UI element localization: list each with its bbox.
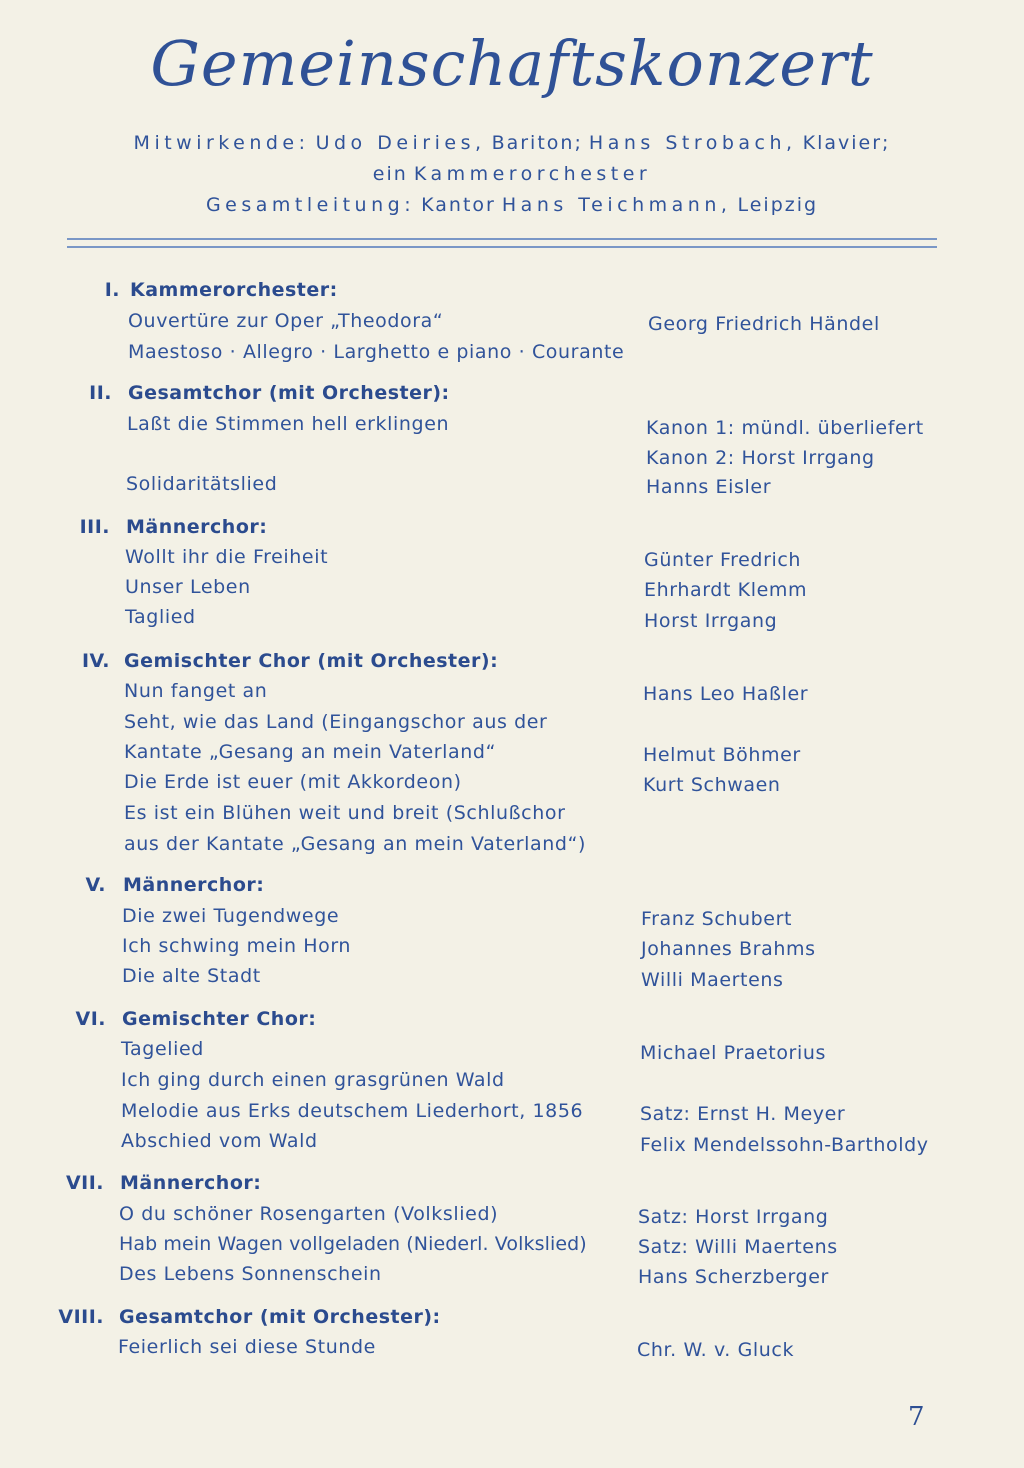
section-number: IV. xyxy=(81,650,110,672)
credits-line-1 xyxy=(0,128,1024,159)
section-title: Gemischter Chor: xyxy=(122,1008,317,1030)
composer-name: Satz: Ernst H. Meyer xyxy=(640,1103,846,1125)
work-title: O du schöner Rosengarten (Volkslied) xyxy=(119,1203,499,1225)
section-number: I. xyxy=(104,279,120,301)
section-title: Kammerorchester: xyxy=(130,279,338,301)
credits-name-deiries: Udo Deiries, xyxy=(315,132,486,154)
work-title: Melodie aus Erks deutschem Liederhort, 1856 xyxy=(121,1100,584,1122)
composer-name: Horst Irrgang xyxy=(644,610,778,632)
work-title: aus der Kantate „Gesang an mein Vaterland“) xyxy=(124,833,587,855)
section-title: Gemischter Chor (mit Orchester): xyxy=(124,650,499,672)
work-title: Ich ging durch einen grasgrünen Wald xyxy=(121,1069,505,1091)
page-number: 7 xyxy=(908,1402,925,1432)
work-title: Ich schwing mein Horn xyxy=(122,935,352,957)
work-title: Solidaritätslied xyxy=(126,473,278,495)
work-title: Unser Leben xyxy=(125,576,251,598)
credits-role-kantor: Kantor xyxy=(421,194,496,216)
work-title: Hab mein Wagen vollgeladen (Niederl. Volkslied) xyxy=(119,1233,587,1255)
section-number: V. xyxy=(85,874,106,896)
credits-line-3 xyxy=(0,190,1024,221)
section-title: Gesamtchor (mit Orchester): xyxy=(128,382,450,404)
work-title: Feierlich sei diese Stunde xyxy=(118,1336,376,1358)
section-title: Männerchor: xyxy=(123,874,265,896)
composer-name: Günter Fredrich xyxy=(644,549,802,571)
composer-name: Kanon 1: mündl. überliefert xyxy=(646,417,924,439)
work-title: Nun fanget an xyxy=(124,680,268,702)
composer-name: Satz: Horst Irrgang xyxy=(638,1206,829,1228)
composer-name: Michael Praetorius xyxy=(640,1042,826,1064)
section-number: II. xyxy=(89,382,112,404)
credits-label-participants: Mitwirkende: xyxy=(133,132,310,154)
double-divider xyxy=(67,238,937,248)
composer-name: Hanns Eisler xyxy=(646,476,772,498)
work-title: Des Lebens Sonnenschein xyxy=(119,1263,382,1285)
page-title: Gemeinschaftskonzert xyxy=(150,27,874,100)
credits-label-conductor: Gesamtleitung: xyxy=(205,194,416,216)
section-number: III. xyxy=(79,516,110,538)
work-title: Tagelied xyxy=(121,1038,204,1060)
credits-block xyxy=(0,128,1024,221)
section-number: VIII. xyxy=(58,1306,104,1328)
composer-name: Ehrhardt Klemm xyxy=(644,579,808,601)
composer-name: Johannes Brahms xyxy=(641,938,816,960)
work-title: Die zwei Tugendwege xyxy=(122,905,340,927)
composer-name: Felix Mendelssohn-Bartholdy xyxy=(640,1134,929,1156)
credits-pre-ein: ein xyxy=(372,163,408,185)
composer-name: Kurt Schwaen xyxy=(643,774,781,796)
composer-name: Franz Schubert xyxy=(641,908,793,930)
composer-name: Helmut Böhmer xyxy=(643,744,801,766)
composer-name: Willi Maertens xyxy=(641,969,784,991)
credits-name-teichmann: Hans Teichmann, xyxy=(501,194,732,216)
work-title: Die Erde ist euer (mit Akkordeon) xyxy=(124,771,462,793)
section-title: Männerchor: xyxy=(126,516,268,538)
work-title: Es ist ein Blühen weit und breit (Schlußchor xyxy=(124,802,566,824)
work-title: Laßt die Stimmen hell erklingen xyxy=(127,413,450,435)
work-title: Seht, wie das Land (Eingangschor aus der xyxy=(124,711,548,733)
composer-name: Hans Leo Haßler xyxy=(643,683,809,705)
work-title: Wollt ihr die Freiheit xyxy=(125,546,329,568)
work-title: Abschied vom Wald xyxy=(121,1130,318,1152)
section-number: VI. xyxy=(75,1008,106,1030)
composer-name: Chr. W. v. Gluck xyxy=(637,1339,795,1361)
credits-name-strobach: Hans Strobach, xyxy=(588,132,797,154)
composer-name: Georg Friedrich Händel xyxy=(648,313,880,335)
credits-role-klavier: Klavier; xyxy=(802,132,891,154)
section-title: Männerchor: xyxy=(120,1172,262,1194)
credits-name-kammerorchester: Kammerorchester xyxy=(413,163,652,185)
credits-role-bariton: Bariton; xyxy=(491,132,583,154)
credits-line-2 xyxy=(0,159,1024,190)
composer-name: Hans Scherzberger xyxy=(638,1266,829,1288)
credits-place-leipzig: Leipzig xyxy=(737,194,819,216)
composer-name: Kanon 2: Horst Irrgang xyxy=(646,447,875,469)
section-number: VII. xyxy=(65,1172,104,1194)
work-title: Kantate „Gesang an mein Vaterland“ xyxy=(124,741,497,763)
work-title: Ouvertüre zur Oper „Theodora“ xyxy=(128,310,444,332)
work-title: Taglied xyxy=(125,606,196,628)
composer-name: Satz: Willi Maertens xyxy=(638,1236,838,1258)
work-title: Die alte Stadt xyxy=(122,965,261,987)
work-title: Maestoso · Allegro · Larghetto e piano · Courante xyxy=(128,341,625,363)
section-title: Gesamtchor (mit Orchester): xyxy=(119,1306,441,1328)
